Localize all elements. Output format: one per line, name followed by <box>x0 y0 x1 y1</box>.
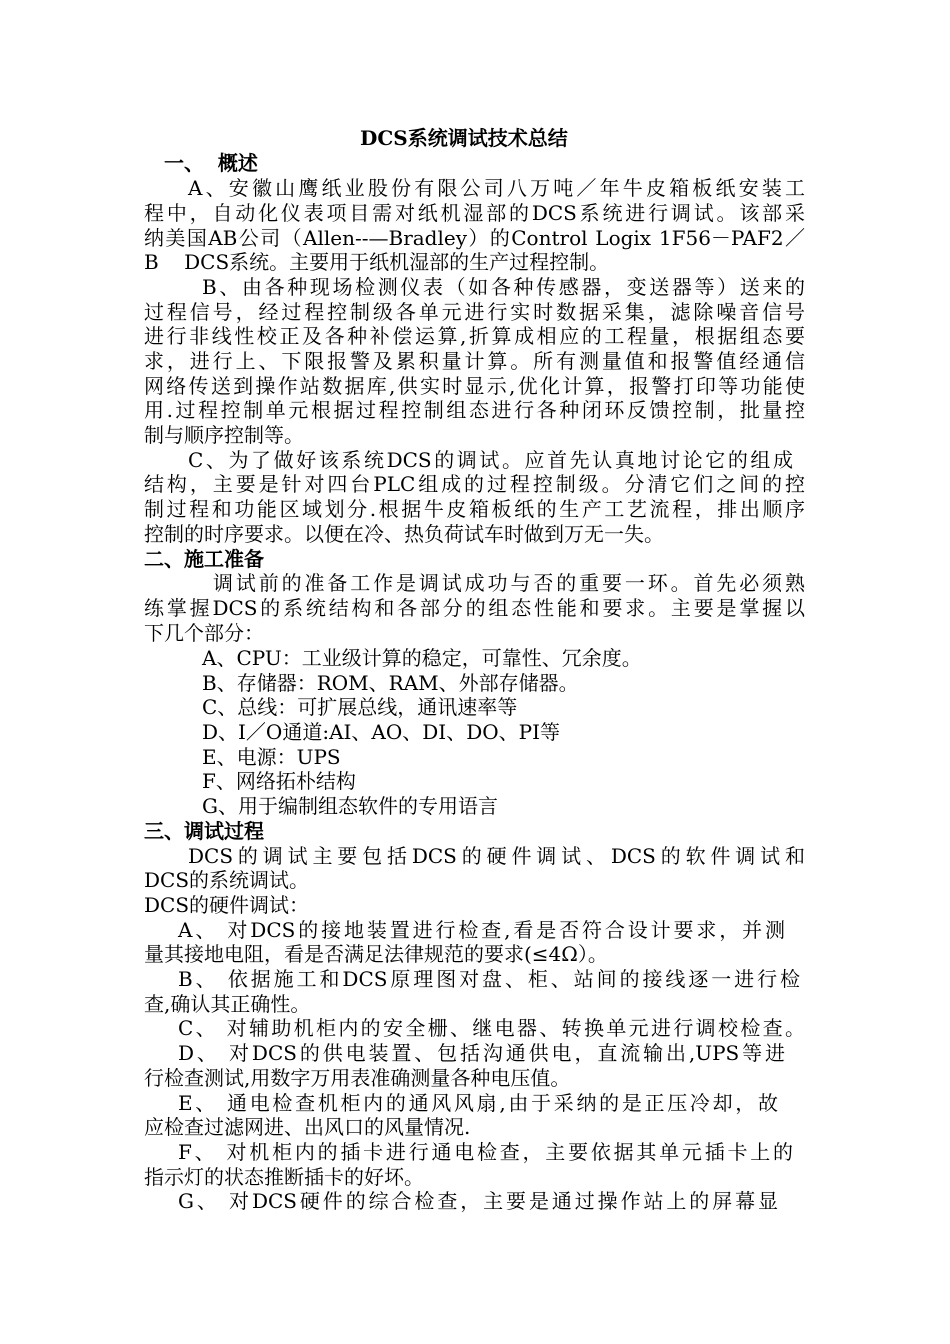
paragraph-line: 调试前的准备工作是调试成功与否的重要一环。首先必须熟 <box>213 571 805 595</box>
paragraph-line: C、为了做好该系统DCS的调试。应首先认真地讨论它的组成 <box>188 448 793 472</box>
paragraph-line: 程中，自动化仪表项目需对纸机湿部的DCS系统进行调试。该部采 <box>144 201 805 225</box>
paragraph-line: 进行非线性校正及各种补偿运算,折算成相应的工程量，根据组态要 <box>144 324 805 348</box>
document-title: DCS系统调试技术总结 <box>360 126 568 150</box>
paragraph-line: 练掌握DCS的系统结构和各部分的组态性能和要求。主要是掌握以 <box>144 596 805 620</box>
list-item: G、用于编制组态软件的专用语言 <box>202 794 498 818</box>
paragraph-line: A、安徽山鹰纸业股份有限公司八万吨／年牛皮箱板纸安装工 <box>188 176 805 200</box>
paragraph-line: 结构，主要是针对四台PLC组成的过程控制级。分清它们之间的控 <box>144 472 805 496</box>
list-item: B、存储器：ROM、RAM、外部存储器。 <box>202 671 579 695</box>
paragraph-line: B DCS系统。主要用于纸机湿部的生产过程控制。 <box>144 250 610 274</box>
paragraph-line: 求，进行上、下限报警及累积量计算。所有测量值和报警值经通信 <box>144 349 805 373</box>
section-heading-debugging: 三、调试过程 <box>144 819 264 843</box>
paragraph-line: 下几个部分： <box>144 621 264 645</box>
paragraph-line: B、由各种现场检测仪表（如各种传感器，变送器等）送来的 <box>202 275 805 299</box>
paragraph-line: 控制的时序要求。以便在冷、热负荷试车时做到万无一失。 <box>144 522 664 546</box>
list-item: C、总线：可扩展总线，通讯速率等 <box>202 695 518 719</box>
paragraph-line: 制与顺序控制等。 <box>144 423 304 447</box>
paragraph-line: E、 通电检查机柜内的通风风扇,由于采纳的是正压冷却，故 <box>178 1091 778 1115</box>
paragraph-line: 应检查过滤网进、出风口的风量情况. <box>144 1115 471 1139</box>
paragraph-line: 查,确认其正确性。 <box>144 992 311 1016</box>
paragraph-line: DCS的调试主要包括DCS的硬件调试、DCS的软件调试和 <box>188 844 805 868</box>
paragraph-line: B、 依据施工和DCS原理图对盘、柜、站间的接线逐一进行检 <box>178 967 800 991</box>
paragraph-line: 纳美国AB公司（Allen--—Bradley）的Control Logix 1F56－PAF2／ <box>144 226 805 250</box>
paragraph-line: G、 对DCS硬件的综合检查，主要是通过操作站上的屏幕显 <box>178 1189 778 1213</box>
paragraph-line: 量其接地电阻，看是否满足法律规范的要求(≤4Ω）。 <box>144 942 608 966</box>
list-item: F、网络拓朴结构 <box>202 769 356 793</box>
section-heading-preparation: 二、施工准备 <box>144 547 264 571</box>
paragraph-line: 制过程和功能区域划分.根据牛皮箱板纸的生产工艺流程，排出顺序 <box>144 497 805 521</box>
list-item: D、I／O通道:AI、AO、DI、DO、PI等 <box>202 720 560 744</box>
section-heading-overview: 一、 概述 <box>164 151 258 175</box>
paragraph-line: A、 对DCS的接地装置进行检查,看是否符合设计要求，并测 <box>178 918 785 942</box>
paragraph-line: C、 对辅助机柜内的安全栅、继电器、转换单元进行调校检查。 <box>178 1016 805 1040</box>
paragraph-line: DCS的系统调试。 <box>144 868 310 892</box>
paragraph-line: 指示灯的状态推断插卡的好坏。 <box>144 1165 424 1189</box>
paragraph-line: 行检查测试,用数字万用表准确测量各种电压值。 <box>144 1066 571 1090</box>
list-item: A、CPU：工业级计算的稳定，可靠性、冗余度。 <box>202 646 642 670</box>
paragraph-line: D、 对DCS的供电装置、包括沟通供电，直流输出,UPS等进 <box>178 1041 785 1065</box>
paragraph-line: 用.过程控制单元根据过程控制组态进行各种闭环反馈控制，批量控 <box>144 398 805 422</box>
paragraph-line: 网络传送到操作站数据库,供实时显示,优化计算，报警打印等功能使 <box>144 374 805 398</box>
paragraph-line: 过程信号，经过程控制级各单元进行实时数据采集，滤除噪音信号 <box>144 300 805 324</box>
paragraph-line: F、 对机柜内的插卡进行通电检查，主要依据其单元插卡上的 <box>178 1140 793 1164</box>
paragraph-line: DCS的硬件调试： <box>144 893 310 917</box>
list-item: E、电源：UPS <box>202 745 341 769</box>
